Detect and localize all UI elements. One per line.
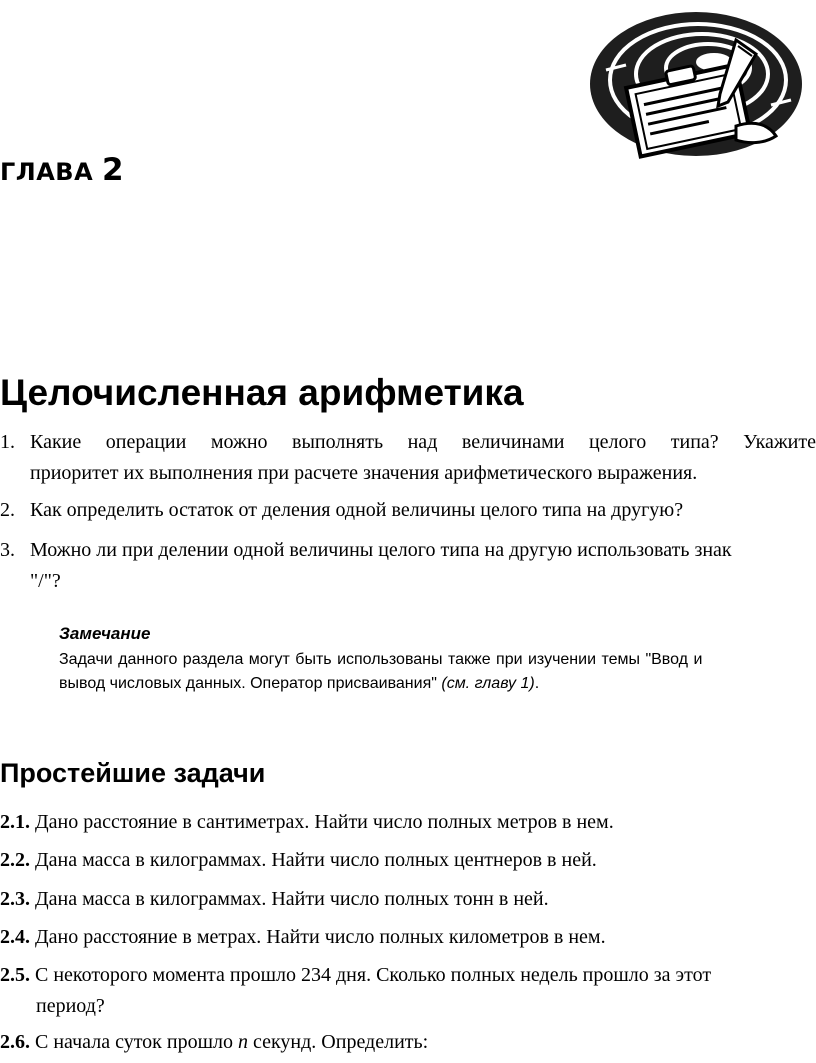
task-text: С начала суток прошло — [35, 1031, 238, 1053]
task-number: 2.5. — [0, 964, 30, 986]
list-item — [0, 495, 816, 526]
clipboard-pencil-target-icon — [586, 10, 802, 160]
list-item — [0, 535, 816, 597]
task-number: 2.4. — [0, 926, 30, 948]
question-number: 2. — [0, 499, 15, 521]
task-number: 2.6. — [0, 1031, 30, 1053]
list-item — [0, 427, 816, 489]
question-text: приоритет их выполнения при расчете значения арифметического выражения. — [30, 462, 698, 484]
task-text: Дано расстояние в метрах. Найти число полных километров в нем. — [35, 926, 606, 948]
section-title: Простейшие задачи — [0, 758, 266, 788]
note-body — [59, 648, 816, 695]
note-text-line — [59, 672, 816, 696]
question-text: Какие операции можно выполнять над величинами целого типа? Укажите — [30, 431, 816, 453]
task-text: С некоторого момента прошло 234 дня. Сколько полных недель прошло за этот — [35, 964, 712, 986]
question-text: "/"? — [30, 570, 61, 592]
chapter-number: 2 — [102, 152, 125, 188]
note-text: вывод числовых данных. Оператор присваивания" — [59, 674, 437, 692]
task-text: Дано расстояние в сантиметрах. Найти число полных метров в нем. — [35, 811, 614, 833]
list-item — [0, 922, 816, 953]
note-text: Задачи данного раздела могут быть использованы также при изучении темы "Ввод и — [59, 651, 703, 668]
question-number: 3. — [0, 539, 15, 561]
list-item — [0, 960, 816, 1022]
page-title: Целочисленная арифметика — [0, 372, 524, 413]
chapter-heading — [0, 152, 124, 188]
list-item — [0, 807, 816, 838]
note-title: Замечание — [59, 624, 151, 643]
task-number: 2.1. — [0, 811, 30, 833]
note-end: . — [534, 674, 540, 692]
list-item — [0, 845, 816, 876]
task-number: 2.3. — [0, 888, 30, 910]
question-text: Можно ли при делении одной величины целого типа на другую использовать знак — [30, 539, 732, 561]
task-text: Дана масса в килограммах. Найти число полных центнеров в ней. — [35, 849, 597, 871]
list-item — [0, 884, 816, 915]
question-number: 1. — [0, 431, 15, 453]
task-variable: n — [237, 1031, 248, 1053]
task-text: период? — [36, 995, 105, 1017]
task-number: 2.2. — [0, 849, 30, 871]
list-item — [0, 1027, 816, 1058]
note-reference: (см. главу 1) — [441, 674, 535, 692]
task-text: секунд. Определить: — [247, 1031, 429, 1053]
chapter-word: ГЛАВА — [0, 158, 94, 186]
task-text: Дана масса в килограммах. Найти число полных тонн в ней. — [35, 888, 549, 910]
question-text: Как определить остаток от деления одной величины целого типа на другую? — [30, 499, 684, 521]
